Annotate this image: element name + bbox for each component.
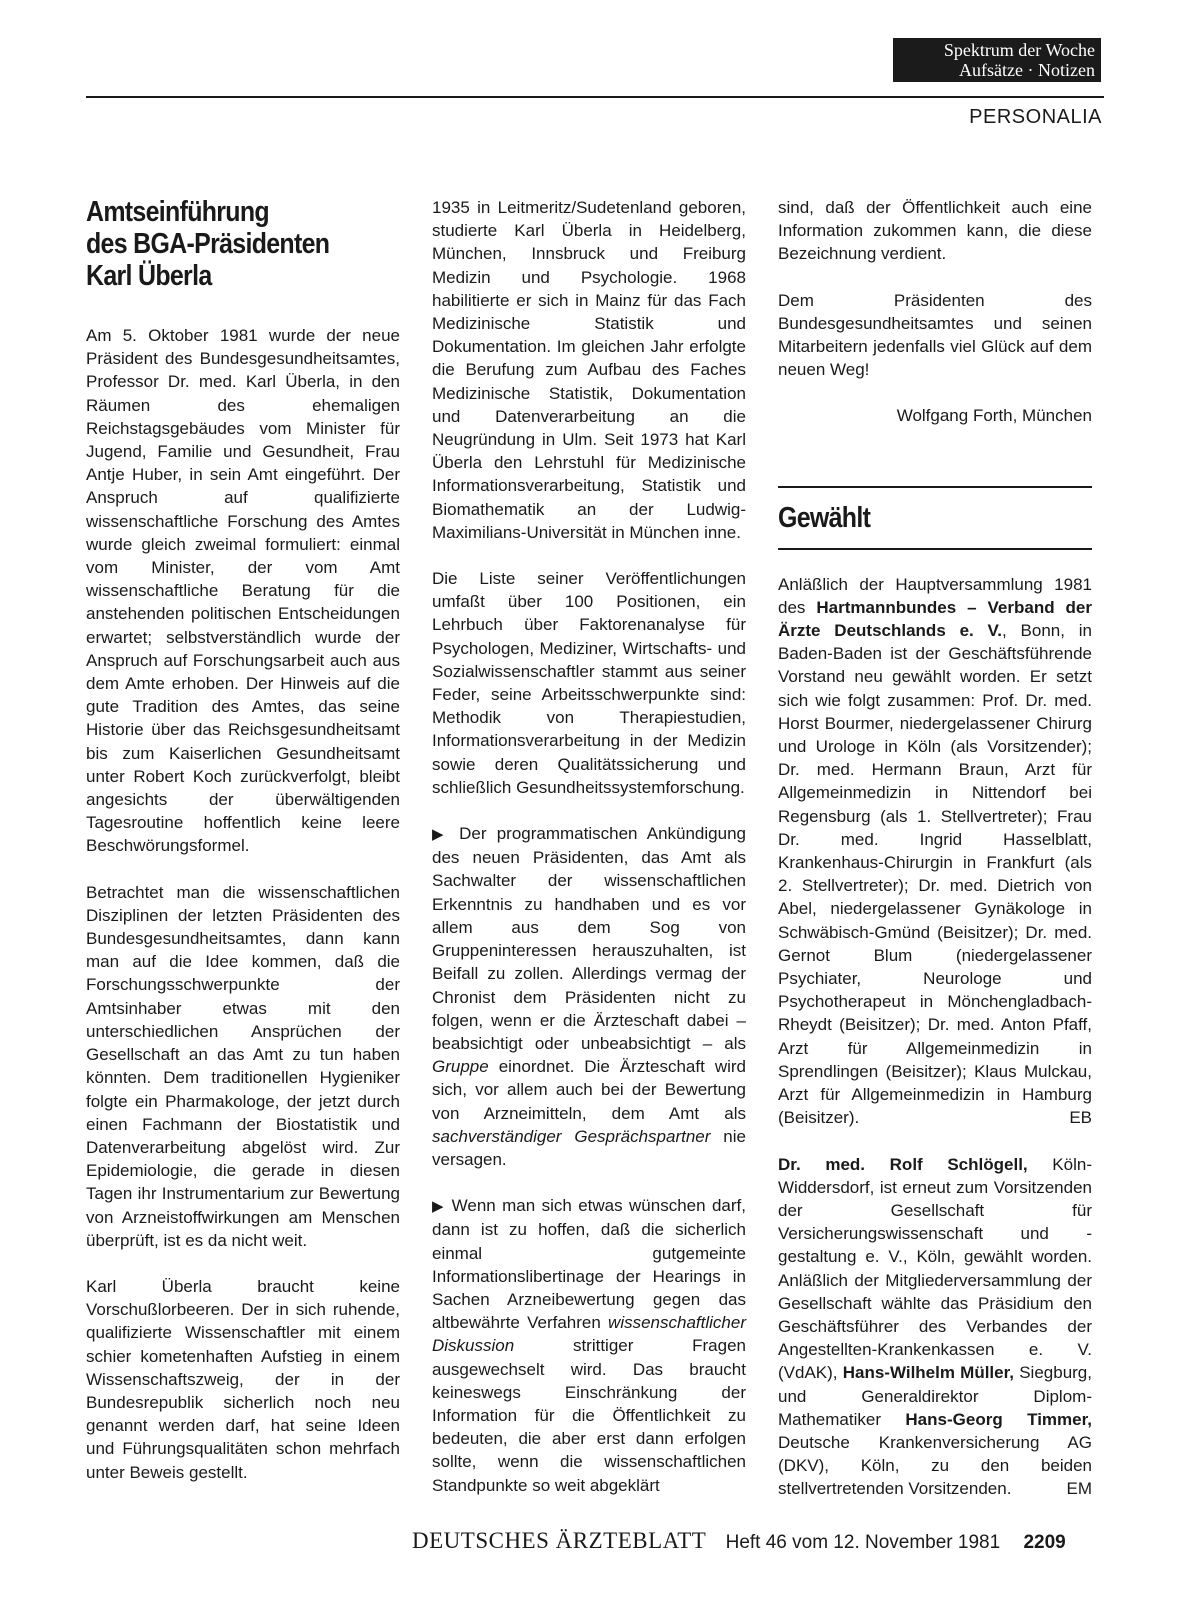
article-1-author: Wolfgang Forth, München bbox=[896, 406, 1092, 426]
column-2 bbox=[432, 196, 746, 1497]
bold-timmer: Hans-Georg Timmer, bbox=[905, 1409, 1093, 1429]
headline-line-1: Amtseinführung bbox=[86, 196, 269, 228]
article-1-paragraph-3: Karl Überla braucht keine Vorschußlorbeeren. Der in sich ruhende, qualifizierte Wissenschaftler mit einem schier kometenhaften Aufstieg in einem Wissenschaftszweig, der in der Bundesrepublik sicherlich noch neu genannt werden darf, hat seine Ideen und Führungsqualitäten schon mehrfach unter Beweis gestellt. bbox=[86, 1276, 400, 1482]
arrow-bullet-icon: ▶ bbox=[432, 1198, 446, 1216]
bold-hartmannbund: Hartmannbundes – Verband der Ärzte Deutschlands e. V. bbox=[778, 597, 1092, 641]
page-number: 2209 bbox=[1023, 1532, 1066, 1553]
arrow-bullet-icon: ▶ bbox=[432, 826, 449, 844]
bold-mueller: Hans-Wilhelm Müller, bbox=[842, 1363, 1015, 1383]
bold-schloegell: Dr. med. Rolf Schlögell, bbox=[778, 1154, 1028, 1174]
headline-line-3: Karl Überla bbox=[86, 260, 212, 292]
article-1-paragraph-2: Betrachtet man die wissenschaftlichen Disziplinen der letzten Präsidenten des Bundesgesundheitsamtes, dann kann man auf die Idee kommen, daß die Forschungsschwerpunkte der Amtsinhaber etwas mit den unterschiedlichen Ansprüchen der Gesellschaft an das Amt zu tun haben könnten. Dem traditionellen Hygieniker folgte ein Pharmakologe, der jetzt durch einen Fachmann der Biostatistik und Datenverarbeitung abgelöst wird. Zur Epidemiologie, die gerade in diesen Tagen ihr Instrumentarium zur Bewertung von Arzneistoffwirkungen am Menschen überprüft, ist es da nicht weit. bbox=[86, 882, 400, 1250]
rubric-badge bbox=[893, 38, 1101, 82]
header-rule bbox=[86, 96, 1104, 98]
article-2-rule-bottom bbox=[778, 548, 1092, 550]
article-2-sig-eb: EB bbox=[1069, 1108, 1092, 1128]
article-2-headline: Gewählt bbox=[778, 501, 871, 534]
article-2-headline-block bbox=[778, 488, 1092, 548]
article-1-paragraph-1: Am 5. Oktober 1981 wurde der neue Präsident des Bundesgesundheitsamtes, Professor Dr. med. Karl Überla, in den Räumen des ehemaligen Reichstagsgebäudes vom Minister für Jugend, Familie und Gesundheit, Frau Antje Huber, in sein Amt eingeführt. Der Anspruch auf qualifizierte wissenschaftliche Forschung des Amtes wurde gleich zweimal formuliert: einmal vom Minister, der vom Amt wissenschaftliche Beratung für die anstehenden politischen Entscheidungen erwartet; selbstverständlich wurde der Anspruch auf Forschungsarbeit auch aus dem Amte erhoben. Der Hinweis auf die gute Tradition des Amtes, das seine Historie über das Reichsgesundheitsamt bis zum Kaiserlichen Gesundheitsamt unter Robert Koch zurückverfolgt, bleibt angesichts der überwältigenden Tagesroutine hoffentlich keine leere Beschwörungsformel. bbox=[86, 326, 400, 856]
article-1-paragraph-9: Dem Präsidenten des Bundesgesundheitsamtes und seinen Mitarbeitern jedenfalls viel Glück auf dem neuen Weg! bbox=[778, 290, 1092, 380]
article-2-sig-em: EM bbox=[1066, 1479, 1092, 1499]
rubric-line-2: Aufsätze · Notizen bbox=[959, 60, 1095, 80]
article-1-paragraph-5: Die Liste seiner Veröffentlichungen umfaßt über 100 Positionen, ein Lehrbuch über Faktorenanalyse für Psychologen, Mediziner, Wirtschafts- und Sozialwissenschaftler stammt aus seiner Feder, seine Arbeitsschwerpunkte sind: Methodik von Therapiestudien, Informationsverarbeitung in der Medizin sowie deren Qualitätssicherung und schließlich Gesundheitssystemforschung. bbox=[432, 569, 746, 797]
article-1-headline bbox=[86, 196, 400, 324]
article-2-paragraph-1: Anläßlich der Hauptversammlung 1981 des Hartmannbundes – Verband der Ärzte Deutschlands e. V., Bonn, in Baden-Baden ist der Geschäftsführende Vorstand neu gewählt worden. Er setzt sich wie folgt zusammen: Prof. Dr. med. Horst Bourmer, niedergelassener Chirurg und Urologe in Köln (als Vorsitzender); Dr. med. Hermann Braun, Arzt für Allgemeinmedizin in Nittendorf bei Regensburg (als 1. Stellvertreter); Frau Dr. med. Ingrid Hasselblatt, Krankenhaus-Chirurgin in Frankfurt (als 2. Stellvertreter); Dr. med. Dietrich von Abel, niedergelassener Gynäkologe in Schwäbisch-Gmünd (Beisitzer); Dr. med. Gernot Blum (niedergelassener Psychiater, Neurologe und Psychotherapeut in Mönchengladbach-Rheydt (Beisitzer); Dr. med. Anton Pfaff, Arzt für Allgemeinmedizin in Sprendlingen (Beisitzer); Klaus Mulckau, Arzt für Allgemeinmedizin in Hamburg (Beisitzer). EB bbox=[778, 573, 1092, 1130]
section-label: PERSONALIA bbox=[969, 106, 1102, 128]
column-1 bbox=[86, 196, 400, 1507]
issue-info: Heft 46 vom 12. November 1981 bbox=[725, 1532, 1001, 1553]
rubric-line-1: Spektrum der Woche bbox=[943, 40, 1095, 60]
emphasis-gespraechspartner: sachverständiger Gesprächspartner bbox=[432, 1126, 711, 1146]
article-1-paragraph-6: ▶ Der programmatischen Ankündigung des neuen Präsidenten, das Amt als Sachwalter der wissenschaftlichen Erkenntnis zu handhaben und es vor allem aus dem Sog von Gruppeninteressen herauszuhalten, ist Beifall zu zollen. Allerdings vermag der Chronist dem Präsidenten nicht zu folgen, wenn er die Ärzteschaft dabei – beabsichtigt oder unbeabsichtigt – als Gruppe einordnet. Die Ärzteschaft wird sich, vor allem auch bei der Bewertung von Arzneimitteln, dem Amt als sachverständiger Gesprächspartner nie versagen. bbox=[432, 824, 746, 1169]
emphasis-gruppe: Gruppe bbox=[432, 1057, 489, 1077]
column-3 bbox=[778, 196, 1092, 1501]
page-footer bbox=[412, 1528, 1066, 1554]
emphasis-diskussion: wissenschaftlicher Diskussion bbox=[432, 1313, 746, 1356]
headline-line-2: des BGA-Präsidenten bbox=[86, 228, 330, 260]
article-1-paragraph-7: ▶ Wenn man sich etwas wünschen darf, dann ist zu hoffen, daß die sicherlich einmal gutgemeinte Informationslibertinage der Hearings in Sachen Arzneibewertung gegen das altbewährte Verfahren wissenschaftlicher Diskussion strittiger Fragen ausgewechselt wird. Das braucht keineswegs Einschränkung der Information für die Öffentlichkeit zu bedeuten, die aber erst dann erfolgen sollte, wenn die wissenschaftlichen Standpunkte so weit abgeklärt bbox=[432, 1196, 746, 1495]
article-1-paragraph-4: 1935 in Leitmeritz/Sudetenland geboren, studierte Karl Überla in Heidelberg, München, Innsbruck und Freiburg Medizin und Psychologie. 1968 habilitierte er sich in Mainz für das Fach Medizinische Statistik und Dokumentation. Im gleichen Jahr erfolgte die Berufung zum Aufbau des Faches Medizinische Statistik, Dokumentation und Datenverarbeitung an die Neugründung in Ulm. Seit 1973 hat Karl Überla den Lehrstuhl für Medizinische Informationsverarbeitung, Statistik und Biomathematik an der Ludwig-Maximilians-Universität in München inne. bbox=[432, 198, 746, 542]
journal-name: DEUTSCHES ÄRZTEBLATT bbox=[412, 1528, 707, 1553]
article-2-paragraph-2: Dr. med. Rolf Schlögell, Köln-Widdersdorf, ist erneut zum Vorsitzenden der Gesellschaft für Versicherungswissenschaft und -gestaltung e. V., Köln, gewählt worden. Anläßlich der Mitgliederversammlung der Gesellschaft wählte das Präsidium den Geschäftsführer des Verbandes der Angestellten-Krankenkassen e. V. (VdAK), Hans-Wilhelm Müller, Siegburg, und Generaldirektor Diplom-Mathematiker Hans-Georg Timmer, Deutsche Krankenversicherung AG (DKV), Köln, zu den beiden stellvertretenden Vorsitzenden. EM bbox=[778, 1153, 1092, 1501]
article-1-paragraph-8: sind, daß der Öffentlichkeit auch eine Information zukommen kann, die diese Bezeichnung verdient. bbox=[778, 198, 1092, 264]
